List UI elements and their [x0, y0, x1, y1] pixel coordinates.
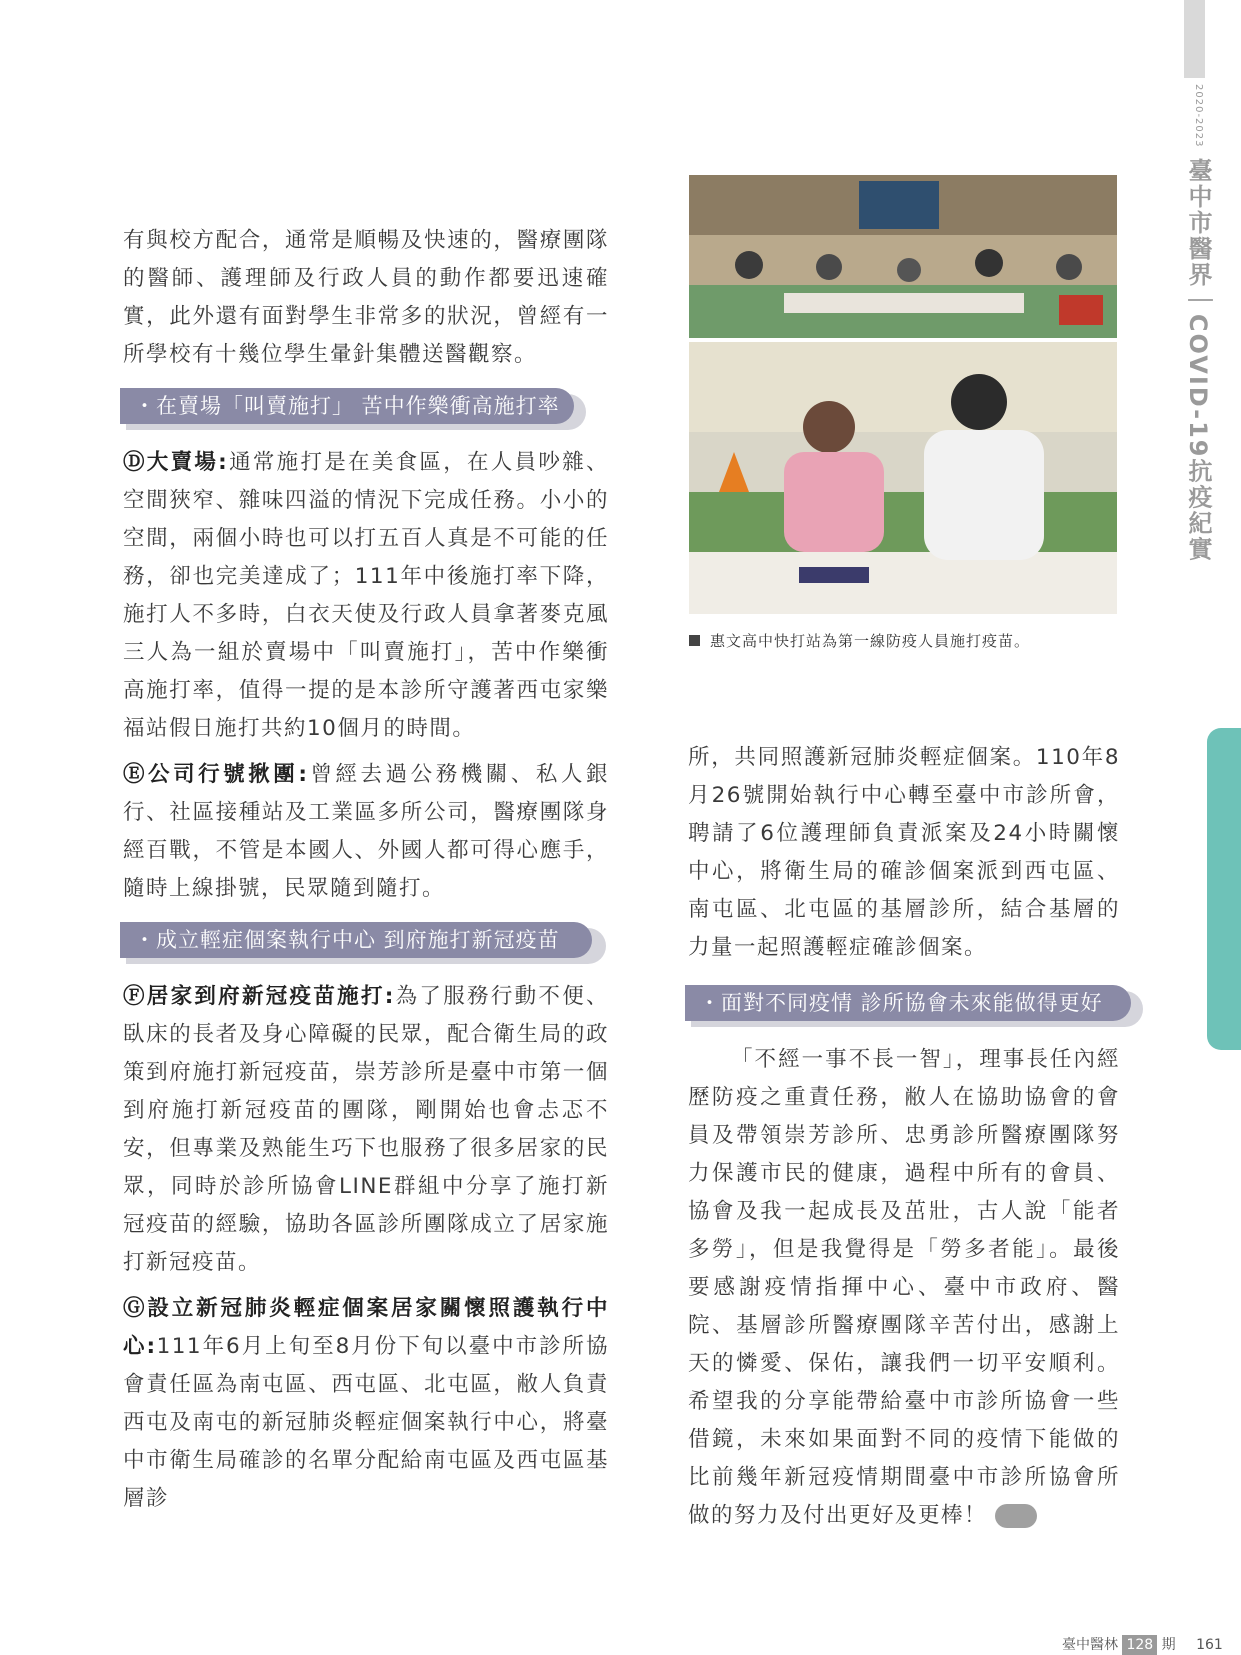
section-heading-1-label: ・在賣場「叫賣施打」 苦中作樂衝高施打率 [120, 388, 574, 424]
item-e-lead: Ⓔ公司行號揪團: [123, 762, 309, 787]
continued-paragraph: 所，共同照護新冠肺炎輕症個案。110年8月26號開始執行中心轉至臺中市診所會，聘請了6位護理師負責派案及24小時關懷中心，將衛生局的確診個案派到西屯區、南屯區、北屯區的基層診所，結合基層的力量一起照護輕症確診個案。 [688, 745, 1120, 960]
section-heading-2 [120, 922, 609, 964]
left-column [123, 222, 609, 1518]
section-tab [1207, 728, 1241, 1050]
item-f [123, 978, 609, 1282]
series-years: 2020-2023 [1193, 84, 1204, 148]
photo-vaccination-hall [689, 175, 1117, 338]
item-g [123, 1290, 609, 1518]
section-heading-1 [120, 388, 609, 430]
closing-text: 「不經一事不長一智」，理事長任內經歷防疫之重責任務，敝人在協助協會的會員及帶領崇芳診所、忠勇診所醫療團隊努力保護市民的健康，過程中所有的會員、協會及我一起成長及茁壯，古人說「能者多勞」，但是我覺得是「勞多者能」。最後要感謝疫情指揮中心、臺中市政府、醫院、基層診所醫療團隊辛苦付出，感謝上天的憐愛、保佑，讓我們一切平安順利。希望我的分享能帶給臺中市診所協會一些借鏡，未來如果面對不同的疫情下能做的比前幾年新冠疫情期間臺中市診所協會所做的努力及付出更好及更棒！ [688, 1047, 1120, 1528]
series-title [1181, 84, 1216, 562]
item-e [123, 756, 609, 908]
closing-paragraph [688, 1041, 1120, 1535]
footer-issue-number: 128 [1122, 1635, 1157, 1655]
item-f-lead: Ⓕ居家到府新冠疫苗施打: [123, 984, 395, 1009]
footer-magazine: 臺中醫林 [1062, 1637, 1118, 1653]
footer [1062, 1634, 1223, 1655]
footer-page-number: 161 [1196, 1637, 1223, 1653]
item-f-text: 為了服務行動不便、臥床的長者及身心障礙的民眾，配合衛生局的政策到府施打新冠疫苗，崇芳診所是臺中市第一個到府施打新冠疫苗的團隊，剛開始也會忐忑不安，但專業及熟能生巧下也服務了很多居家的民眾，同時於診所協會LINE群組中分享了施打新冠疫苗的經驗，協助各區診所團隊成立了居家施打新冠疫苗。 [123, 984, 609, 1275]
section-heading-2-label: ・成立輕症個案執行中心 到府施打新冠疫苗 [120, 922, 592, 958]
section-heading-3 [685, 985, 1120, 1027]
right-column [688, 739, 1120, 1535]
item-e-text: 曾經去過公務機關、私人銀行、社區接種站及工業區多所公司，醫療團隊身經百戰，不管是本國人、外國人都可得心應手，隨時上線掛號，民眾隨到隨打。 [123, 762, 609, 901]
intro-paragraph: 有與校方配合，通常是順暢及快速的，醫療團隊的醫師、護理師及行政人員的動作都要迅速確實，此外還有面對學生非常多的狀況，曾經有一所學校有十幾位學生暈針集體送醫觀察。 [123, 228, 609, 367]
item-g-lead: Ⓖ設立新冠肺炎輕症個案居家關懷照護執行中心: [123, 1296, 609, 1359]
item-d-text: 通常施打是在美食區，在人員吵雜、空間狹窄、雜味四溢的情況下完成任務。小小的空間，兩個小時也可以打五百人真是不可能的任務，卻也完美達成了；111年中後施打率下降，施打人不多時，白衣天使及行政人員拿著麥克風三人為一組於賣場中「叫賣施打」，苦中作樂衝高施打率，值得一提的是本診所守護著西屯家樂福站假日施打共約10個月的時間。 [123, 450, 609, 741]
photo-caption-text: 惠文高中快打站為第一線防疫人員施打疫苗。 [710, 632, 1031, 650]
caption-bullet [689, 635, 700, 646]
spine-bar [1184, 0, 1205, 78]
photo-nurse-injection [689, 342, 1117, 614]
double-chevron-right-icon: ❯❯❯ [995, 1504, 1037, 1528]
section-heading-3-label: ・面對不同疫情 診所協會未來能做得更好 [685, 985, 1131, 1021]
item-d [123, 444, 609, 748]
footer-issue-suffix: 期 [1161, 1637, 1176, 1653]
item-d-lead: Ⓓ大賣場: [123, 450, 229, 475]
photo-caption [689, 630, 1030, 651]
item-g-text: 111年6月上旬至8月份下旬以臺中市診所協會責任區為南屯區、西屯區、北屯區，敝人負責西屯及南屯的新冠肺炎輕症個案執行中心，將臺中市衛生局確診的名單分配給南屯區及西屯區基層診 [123, 1334, 609, 1511]
series-name: 臺中市醫界｜COVID-19抗疫紀實 [1184, 157, 1212, 563]
